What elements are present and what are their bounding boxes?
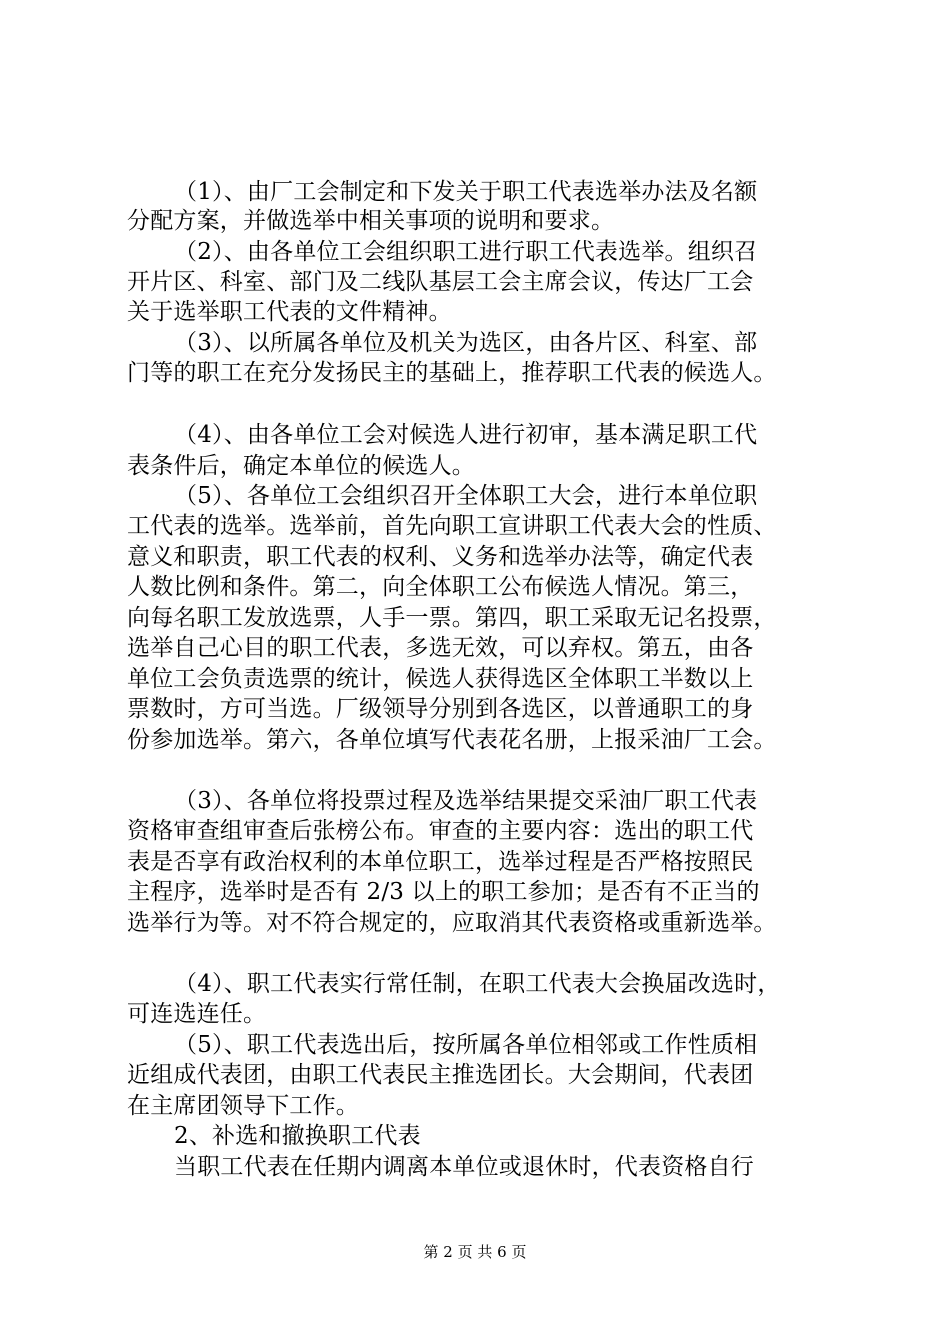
paragraph-line: 向每名职工发放选票，人手一票。第四，职工采取无记名投票， [127, 605, 777, 631]
paragraph-line: （3）、以所属各单位及机关为选区，由各片区、科室、部 [174, 330, 758, 356]
paragraph-line: （3）、各单位将投票过程及选举结果提交采油厂职工代表 [174, 788, 758, 814]
paragraph-line: （2）、由各单位工会组织职工进行职工代表选举。组织召 [174, 239, 758, 265]
paragraph-line: 单位工会负责选票的统计，候选人获得选区全体职工半数以上 [127, 666, 754, 692]
paragraph-line: 份参加选举。第六，各单位填写代表花名册，上报采油厂工会。 [127, 727, 777, 753]
paragraph-line: （5）、各单位工会组织召开全体职工大会，进行本单位职 [174, 483, 758, 509]
paragraph-line: 表条件后，确定本单位的候选人。 [127, 453, 475, 479]
paragraph-line: 工代表的选举。选举前，首先向职工宣讲职工代表大会的性质、 [127, 513, 777, 539]
paragraph-line: （5）、职工代表选出后，按所属各单位相邻或工作性质相 [174, 1032, 758, 1058]
paragraph-line: 意义和职责，职工代表的权利、义务和选举办法等，确定代表 [127, 544, 754, 570]
page-footer: 第 2 页 共 6 页 [423, 1243, 527, 1261]
paragraph-line: 开片区、科室、部门及二线队基层工会主席会议，传达厂工会 [127, 269, 754, 295]
paragraph-line: 资格审查组审查后张榜公布。审查的主要内容：选出的职工代 [127, 818, 754, 844]
paragraph-line: 人数比例和条件。第二，向全体职工公布候选人情况。第三， [127, 574, 754, 600]
paragraph-line: 门等的职工在充分发扬民主的基础上，推荐职工代表的候选人。 [127, 360, 777, 386]
paragraph-line: 选举行为等。对不符合规定的，应取消其代表资格或重新选举。 [127, 910, 777, 936]
paragraph-line: 关于选举职工代表的文件精神。 [127, 299, 452, 325]
section-heading: 2、补选和撤换职工代表 [174, 1123, 421, 1149]
paragraph-line: 可连选连任。 [127, 1001, 267, 1027]
paragraph-line: （4）、由各单位工会对候选人进行初审，基本满足职工代 [174, 422, 758, 448]
paragraph-line: （4）、职工代表实行常任制，在职工代表大会换届改选时， [174, 971, 781, 997]
paragraph-line: 票数时，方可当选。厂级领导分别到各选区，以普通职工的身 [127, 696, 754, 722]
paragraph-line: 在主席团领导下工作。 [127, 1093, 359, 1119]
paragraph-line: 近组成代表团，由职工代表民主推选团长。大会期间，代表团 [127, 1062, 754, 1088]
paragraph-line: 表是否享有政治权利的本单位职工，选举过程是否严格按照民 [127, 849, 754, 875]
paragraph-line: （1）、由厂工会制定和下发关于职工代表选举办法及名额 [174, 179, 758, 205]
paragraph-line: 主程序，选举时是否有 2/3 以上的职工参加；是否有不正当的 [127, 879, 760, 905]
paragraph-line: 分配方案，并做选举中相关事项的说明和要求。 [127, 208, 615, 234]
paragraph-line: 当职工代表在任期内调离本单位或退休时，代表资格自行 [174, 1154, 754, 1180]
paragraph-line: 选举自己心目的职工代表，多选无效，可以弃权。第五，由各 [127, 635, 754, 661]
